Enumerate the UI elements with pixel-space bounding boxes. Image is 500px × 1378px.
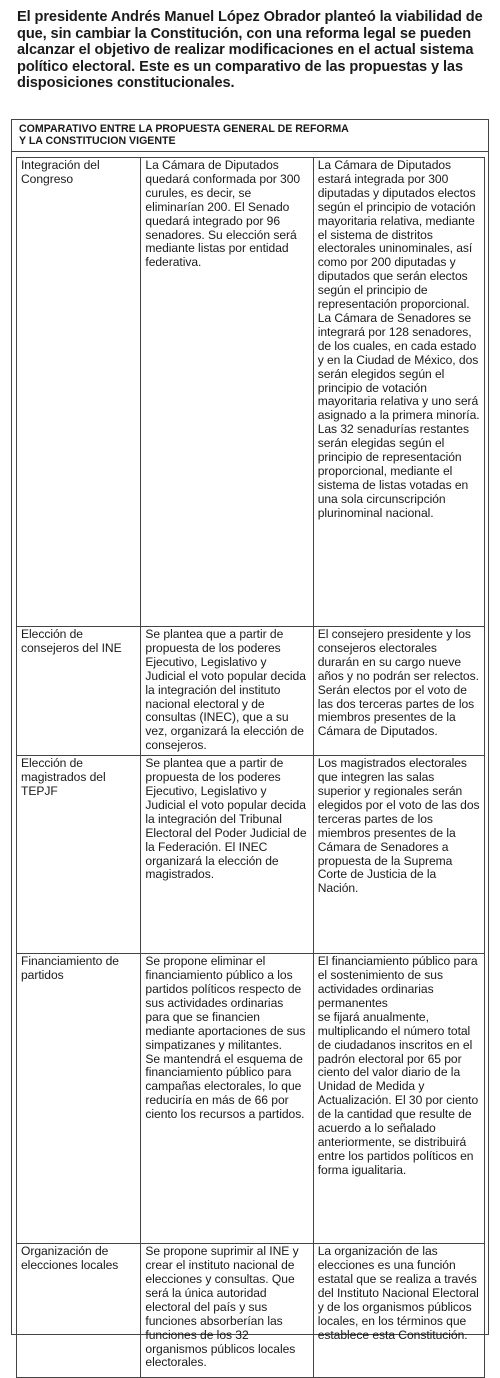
current-law-paragraph: se fijará anualmente, multiplicando el número total de ciudadanos inscritos en el padrón electoral por 65 por ciento del valor diario de la Unidad de Medida y Actualización. El 30 por ciento de la cantidad que resulte de acuerdo a lo señalado anteriormente, se distribuirá entre los partidos políticos en forma igualitaria.: [317, 1009, 479, 1177]
proposal-cell: [141, 158, 313, 627]
comparison-table: [16, 157, 485, 1378]
proposal-paragraph: Se plantea que a partir de propuesta de los poderes Ejecutivo, Legislativo y Judicial el voto popular decida la integración del instituto nacional electoral y de consultas (INEC), que a su vez, organizará la elección de consejeros.: [145, 627, 306, 753]
proposal-cell: [141, 1244, 313, 1378]
proposal-paragraph: Se propone suprimir al INE y crear el instituto nacional de elecciones y consultas. Que será la única autoridad electoral del país y sus funciones absorberían las funciones de los 32 organismos públicos locales electorales.: [145, 1244, 299, 1370]
table-title: [12, 120, 488, 152]
topic-cell: Elección de magistrados del TEPJF: [17, 756, 141, 954]
table-row: [17, 954, 485, 1244]
topic-cell: Financiamiento de partidos: [17, 954, 141, 1244]
table-row: [17, 627, 485, 756]
proposal-cell: [141, 954, 313, 1244]
topic-cell: Organización de elecciones locales: [17, 1244, 141, 1378]
table-title-line-2: Y LA CONSTITUCION VIGENTE: [19, 135, 176, 148]
proposal-cell: [141, 627, 313, 756]
current-law-paragraph: La Cámara de Senadores se integrará por 128 senadores, de los cuales, en cada estado y en la Ciudad de México, dos serán elegidos según el principio de votación mayoritaria relativa y uno será asignado a la primera minoría. Las 32 senadurías restantes serán elegidas según el principio de representación proporcional, mediante el sistema de listas votadas en una sola circunscripción plurinominal nacional.: [317, 310, 480, 520]
table-title-line-1: COMPARATIVO ENTRE LA PROPUESTA GENERAL DE REFORMA: [19, 123, 349, 135]
current-law-paragraph: Los magistrados electorales que integren las salas superior y regionales serán elegidos por el voto de las dos terceras partes de los miembros presentes de la Cámara de Senadores a propuesta de la Suprema Corte de Justicia de la Nación.: [317, 756, 480, 896]
table-row: [17, 756, 485, 954]
intro-paragraph: El presidente Andrés Manuel López Obrador planteó la viabilidad de que, sin cambiar la Constitución, con una reforma legal se pueden alcanzar el objetivo de realizar modificaciones en el actual sistema político electoral. Este es un comparativo de las propuestas y las disposiciones constitucionales.: [17, 9, 483, 92]
current-law-cell: [313, 756, 484, 954]
proposal-paragraph: Se plantea que a partir de propuesta de los poderes Ejecutivo, Legislativo y Judicial el voto popular decida la integración del Tribunal Electoral del Poder Judicial de la Federación. El INEC organizará la elección de magistrados.: [145, 756, 307, 882]
current-law-cell: [313, 954, 484, 1244]
current-law-cell: [313, 1244, 484, 1378]
comparison-panel: [11, 119, 489, 1370]
proposal-paragraph: La Cámara de Diputados quedará conformada por 300 curules, es decir, se eliminarían 200. El Senado quedará integrado por 96 senadores. Su elección será mediante listas por entidad federativa.: [145, 158, 301, 270]
current-law-cell: [313, 158, 484, 627]
current-law-paragraph: El consejero presidente y los consejeros electorales durarán en su cargo nueve años y no podrán ser relectos. Serán electos por el voto de las dos terceras partes de los miembros presentes de la Cámara de Diputados.: [317, 627, 479, 739]
table-row: [17, 158, 485, 627]
topic-cell: Integración del Congreso: [17, 158, 141, 627]
current-law-paragraph: La organización de las elecciones es una función estatal que se realiza a través del Instituto Nacional Electoral y de los organismos públicos locales, en los términos que establece esta Constitución.: [317, 1244, 479, 1342]
proposal-cell: [141, 756, 313, 954]
current-law-paragraph: El financiamiento público para el sostenimiento de sus actividades ordinarias permanentes: [317, 954, 478, 1010]
current-law-paragraph: La Cámara de Diputados estará integrada por 300 diputadas y diputados electos según el principio de votación mayoritaria relativa, mediante el sistema de distritos electorales uninominales, así como por 200 diputadas y diputados que serán electos según el principio de representación proporcional.: [317, 158, 476, 312]
table-row: [17, 1244, 485, 1378]
current-law-cell: [313, 627, 484, 756]
proposal-paragraph: Se mantendrá el esquema de financiamiento público para campañas electorales, lo que reduciría en más de 66 por ciento los recursos a partidos.: [145, 1051, 305, 1122]
topic-cell: Elección de consejeros del INE: [17, 627, 141, 756]
proposal-paragraph: Se propone eliminar el financiamiento público a los partidos políticos respecto de sus actividades ordinarias para que se financien mediante aportaciones de sus simpatizanes y militantes.: [145, 954, 306, 1052]
